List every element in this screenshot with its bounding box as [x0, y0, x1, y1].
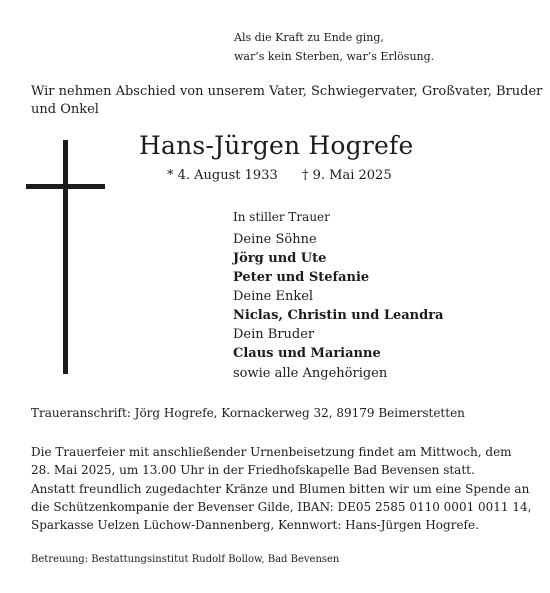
donation-line-1: Anstatt freundlich zugedachter Kränze und Blumen bitten wir um eine Spende an — [31, 482, 530, 496]
mourning-address: Traueranschrift: Jörg Hogrefe, Kornackerweg 32, 89179 Beimerstetten — [31, 406, 465, 420]
cross-icon-beam — [26, 184, 105, 189]
mourner-line: Dein Bruder — [233, 327, 315, 342]
ceremony-line-2: 28. Mai 2025, um 13.00 Uhr in der Friedhofskapelle Bad Bevensen statt. — [31, 463, 475, 477]
quote-line-2: war’s kein Sterben, war’s Erlösung. — [234, 50, 435, 63]
quote-line-1: Als die Kraft zu Ende ging, — [234, 31, 384, 44]
donation-line-2: die Schützenkompanie der Bevenser Gilde, IBAN: DE05 2585 0110 0001 0011 14, — [31, 500, 532, 514]
funeral-home-credit: Betreuung: Bestattungsinstitut Rudolf Bollow, Bad Bevensen — [31, 554, 340, 565]
mourner-line: Deine Enkel — [233, 289, 314, 304]
ceremony-line-1: Die Trauerfeier mit anschließender Urnenbeisetzung findet am Mittwoch, dem — [31, 445, 512, 459]
mourners-heading: In stiller Trauer — [233, 210, 330, 224]
intro-line-1: Wir nehmen Abschied von unserem Vater, Schwiegervater, Großvater, Bruder — [31, 84, 543, 99]
mourner-line: sowie alle Angehörigen — [233, 366, 388, 381]
mourner-line: Jörg und Ute — [233, 251, 327, 266]
donation-line-3: Sparkasse Uelzen Lüchow-Dannenberg, Kennwort: Hans-Jürgen Hogrefe. — [31, 518, 479, 532]
deceased-name: Hans-Jürgen Hogrefe — [139, 131, 414, 160]
mourner-line: Niclas, Christin und Leandra — [233, 308, 444, 323]
mourner-line: Claus und Marianne — [233, 346, 381, 361]
death-date: † 9. Mai 2025 — [302, 168, 392, 183]
mourner-line: Deine Söhne — [233, 232, 317, 247]
intro-line-2: und Onkel — [31, 102, 99, 117]
birth-date: * 4. August 1933 — [167, 168, 278, 183]
cross-icon — [63, 140, 68, 374]
mourner-line: Peter und Stefanie — [233, 270, 370, 285]
